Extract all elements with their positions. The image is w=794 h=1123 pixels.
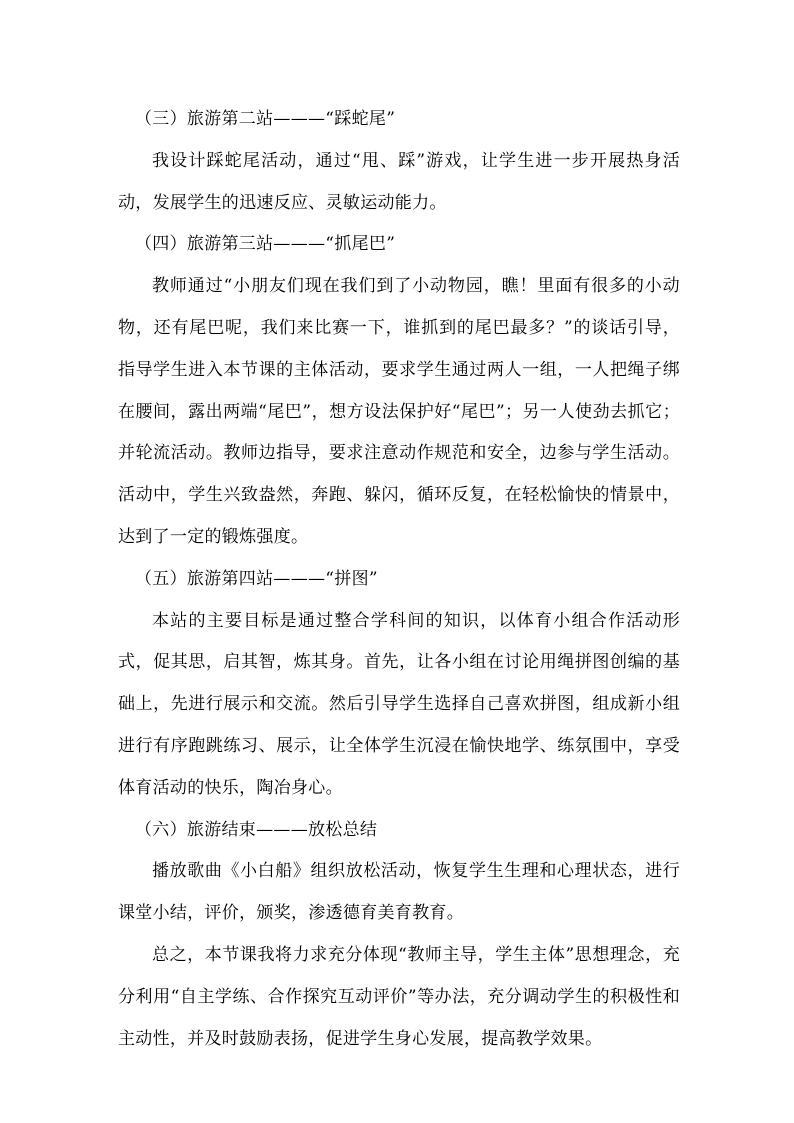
paragraph-station-4: 本站的主要目标是通过整合学科间的知识，以体育小组合作活动形式，促其思，启其智，炼其身。首先，让各小组在讨论用绳拼图创编的基础上，先进行展示和交流。然后引导学生选择自己喜欢拼图，组成新小组进行有序跑跳练习、展示，让全体学生沉浸在愉快地学、练氛围中，享受体育活动的快乐，陶冶身心。 [118, 610, 680, 798]
paragraph-conclusion: 播放歌曲《小白船》组织放松活动，恢复学生生理和心理状态，进行课堂小结，评价，颁奖，渗透德育美育教育。 [118, 861, 680, 924]
section-heading-station-3: （四）旅游第三站———“抓尾巴” [135, 234, 396, 255]
section-heading-station-4: （五）旅游第四站———“拼图” [135, 568, 378, 589]
section-heading-station-2: （三）旅游第二站———“踩蛇尾” [135, 109, 396, 129]
paragraph-summary: 总之，本节课我将力求充分体现“教师主导，学生主体”思想理念，充分利用“自主学练、合作探究互动评价”等办法，充分调动学生的积极性和主动性，并及时鼓励表扬，促进学生身心发展，提高教学效果。 [118, 944, 680, 1049]
paragraph-station-2: 我设计踩蛇尾活动，通过“甩、踩”游戏，让学生进一步开展热身活动，发展学生的迅速反应、灵敏运动能力。 [118, 150, 680, 213]
document-body [118, 99, 680, 1060]
section-heading-conclusion: （六）旅游结束———放松总结 [135, 819, 378, 840]
paragraph-station-3: 教师通过“小朋友们现在我们到了小动物园，瞧！里面有很多的小动物，还有尾巴呢，我们来比赛一下，谁抓到的尾巴最多？”的谈话引导，指导学生进入本节课的主体活动，要求学生通过两人一组，一人把绳子绑在腰间，露出两端“尾巴”，想方设法保护好“尾巴”；另一人使劲去抓它；并轮流活动。教师边指导，要求注意动作规范和安全，边参与学生活动。活动中，学生兴致盎然，奔跑、躲闪，循环反复，在轻松愉快的情景中，达到了一定的锻炼强度。 [118, 276, 680, 547]
